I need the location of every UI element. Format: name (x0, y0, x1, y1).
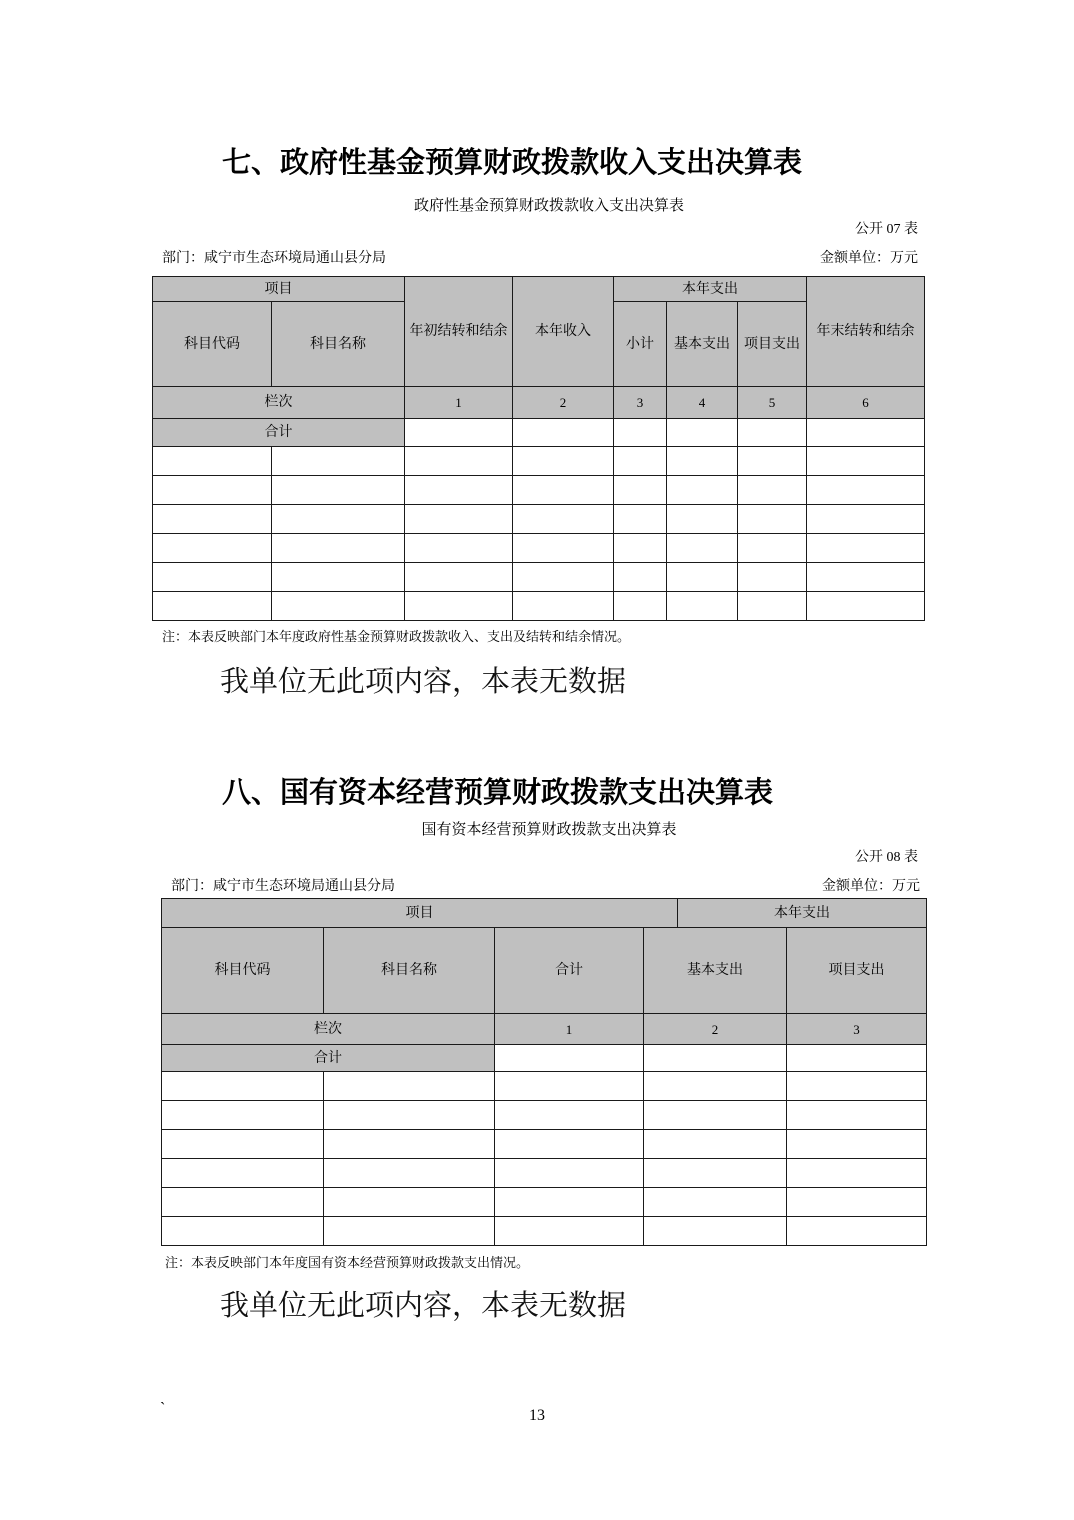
empty-data-row (153, 534, 925, 563)
header-subject-name: 科目名称 (324, 928, 495, 1014)
page-number: 13 (529, 1407, 545, 1424)
empty-data-cell (324, 1101, 495, 1130)
total-row (162, 1045, 927, 1072)
empty-data-cell (644, 1101, 787, 1130)
empty-data-cell (324, 1072, 495, 1101)
empty-data-cell (667, 447, 738, 476)
empty-data-cell (614, 419, 667, 447)
empty-data-cell (738, 476, 807, 505)
empty-data-cell (644, 1130, 787, 1159)
header-opening-balance: 年初结转和结余 (405, 277, 513, 387)
section07-sheet-label: 公开 07 表 (855, 222, 918, 237)
empty-data-cell (787, 1045, 927, 1072)
total-label: 合计 (162, 1045, 495, 1072)
table-row (162, 928, 927, 1014)
empty-data-cell (667, 592, 738, 621)
column-index-label: 栏次 (153, 387, 405, 419)
empty-data-cell (153, 447, 272, 476)
empty-data-cell (153, 476, 272, 505)
header-total: 合计 (495, 928, 644, 1014)
empty-data-cell (272, 476, 405, 505)
empty-data-row (162, 1130, 927, 1159)
empty-data-cell (807, 476, 925, 505)
empty-data-cell (667, 419, 738, 447)
empty-data-cell (153, 505, 272, 534)
empty-data-cell (644, 1217, 787, 1246)
empty-data-cell (272, 505, 405, 534)
empty-data-cell (513, 476, 614, 505)
empty-data-cell (162, 1159, 324, 1188)
empty-data-cell (405, 592, 513, 621)
empty-data-row (153, 447, 925, 476)
empty-data-cell (405, 419, 513, 447)
empty-data-row (153, 592, 925, 621)
header-current-year-income: 本年收入 (513, 277, 614, 387)
section07-no-data-statement: 我单位无此项内容，本表无数据 (220, 666, 627, 698)
empty-data-cell (644, 1159, 787, 1188)
empty-data-cell (162, 1072, 324, 1101)
empty-data-cell (495, 1130, 644, 1159)
empty-data-row (162, 1188, 927, 1217)
empty-data-cell (807, 592, 925, 621)
empty-data-row (162, 1072, 927, 1101)
empty-data-cell (324, 1130, 495, 1159)
header-current-year-expenditure: 本年支出 (614, 277, 807, 302)
empty-data-cell (614, 534, 667, 563)
empty-data-cell (324, 1188, 495, 1217)
empty-data-cell (667, 534, 738, 563)
column-index-row (162, 1014, 927, 1045)
empty-data-cell (513, 563, 614, 592)
section08-note: 注：本表反映部门本年度国有资本经营预算财政拨款支出情况。 (165, 1255, 530, 1270)
empty-data-cell (787, 1101, 927, 1130)
column-number: 2 (644, 1014, 787, 1045)
empty-data-cell (787, 1217, 927, 1246)
empty-data-row (162, 1159, 927, 1188)
empty-data-cell (807, 447, 925, 476)
empty-data-cell (162, 1130, 324, 1159)
section07-department: 部门：咸宁市生态环境局通山县分局 (162, 251, 386, 266)
soc-table-top-band (161, 898, 927, 929)
empty-data-cell (153, 563, 272, 592)
empty-data-row (153, 476, 925, 505)
total-row (153, 419, 925, 447)
empty-data-cell (614, 592, 667, 621)
empty-data-cell (614, 563, 667, 592)
column-number: 3 (787, 1014, 927, 1045)
section07-subtitle: 政府性基金预算财政拨款收入支出决算表 (413, 198, 684, 214)
header-project: 项目 (153, 277, 405, 302)
header-project: 项目 (162, 899, 678, 929)
soc-table (161, 927, 927, 1246)
empty-data-cell (513, 534, 614, 563)
empty-data-row (162, 1217, 927, 1246)
empty-data-cell (495, 1072, 644, 1101)
total-label: 合计 (153, 419, 405, 447)
empty-data-cell (787, 1188, 927, 1217)
section08-subtitle: 国有资本经营预算财政拨款支出决算表 (421, 822, 677, 838)
empty-data-cell (495, 1159, 644, 1188)
header-basic-expenditure: 基本支出 (644, 928, 787, 1014)
gov-fund-table (152, 276, 925, 621)
empty-data-cell (405, 505, 513, 534)
column-number: 5 (738, 387, 807, 419)
empty-data-cell (644, 1188, 787, 1217)
header-current-year-expenditure: 本年支出 (678, 899, 927, 929)
empty-data-cell (272, 447, 405, 476)
empty-data-cell (667, 476, 738, 505)
empty-data-cell (807, 534, 925, 563)
empty-data-row (162, 1101, 927, 1130)
empty-data-cell (162, 1188, 324, 1217)
table-row (162, 899, 927, 929)
empty-data-row (153, 563, 925, 592)
column-number: 6 (807, 387, 925, 419)
header-subject-name: 科目名称 (272, 302, 405, 387)
empty-data-cell (513, 505, 614, 534)
header-project-expenditure: 项目支出 (738, 302, 807, 387)
section08-meta-row (161, 878, 926, 895)
header-closing-balance: 年末结转和结余 (807, 277, 925, 387)
empty-data-cell (405, 447, 513, 476)
column-number: 3 (614, 387, 667, 419)
header-subject-code: 科目代码 (162, 928, 324, 1014)
empty-data-cell (614, 447, 667, 476)
column-number: 2 (513, 387, 614, 419)
empty-data-cell (787, 1159, 927, 1188)
section07-unit: 金额单位：万元 (820, 251, 918, 266)
empty-data-row (153, 505, 925, 534)
empty-data-cell (807, 505, 925, 534)
header-basic-expenditure: 基本支出 (667, 302, 738, 387)
column-index-row (153, 387, 925, 419)
empty-data-cell (405, 534, 513, 563)
empty-data-cell (738, 419, 807, 447)
empty-data-cell (272, 592, 405, 621)
empty-data-cell (495, 1045, 644, 1072)
empty-data-cell (738, 563, 807, 592)
empty-data-cell (272, 563, 405, 592)
empty-data-cell (513, 592, 614, 621)
header-subject-code: 科目代码 (153, 302, 272, 387)
empty-data-cell (738, 447, 807, 476)
column-number: 1 (405, 387, 513, 419)
section07-meta-row (152, 250, 924, 267)
column-index-label: 栏次 (162, 1014, 495, 1045)
stray-mark: ` (160, 1400, 166, 1417)
empty-data-cell (495, 1217, 644, 1246)
empty-data-cell (787, 1130, 927, 1159)
empty-data-cell (324, 1217, 495, 1246)
empty-data-cell (272, 534, 405, 563)
empty-data-cell (738, 592, 807, 621)
section07-title: 七、政府性基金预算财政拨款收入支出决算表 (222, 147, 803, 179)
empty-data-cell (153, 534, 272, 563)
empty-data-cell (405, 476, 513, 505)
empty-data-cell (614, 505, 667, 534)
section08-unit: 金额单位：万元 (822, 879, 920, 894)
empty-data-cell (667, 505, 738, 534)
empty-data-cell (162, 1217, 324, 1246)
section08-department: 部门：咸宁市生态环境局通山县分局 (171, 879, 395, 894)
empty-data-cell (162, 1101, 324, 1130)
empty-data-cell (738, 505, 807, 534)
empty-data-cell (153, 592, 272, 621)
empty-data-cell (513, 447, 614, 476)
empty-data-cell (614, 476, 667, 505)
empty-data-cell (644, 1045, 787, 1072)
section07-note: 注：本表反映部门本年度政府性基金预算财政拨款收入、支出及结转和结余情况。 (162, 629, 631, 644)
section08-no-data-statement: 我单位无此项内容，本表无数据 (220, 1290, 627, 1322)
empty-data-cell (807, 419, 925, 447)
empty-data-cell (495, 1101, 644, 1130)
empty-data-cell (405, 563, 513, 592)
empty-data-cell (787, 1072, 927, 1101)
empty-data-cell (513, 419, 614, 447)
column-number: 1 (495, 1014, 644, 1045)
empty-data-cell (324, 1159, 495, 1188)
empty-data-cell (495, 1188, 644, 1217)
table-row (153, 277, 925, 302)
empty-data-cell (738, 534, 807, 563)
empty-data-cell (644, 1072, 787, 1101)
column-number: 4 (667, 387, 738, 419)
section08-sheet-label: 公开 08 表 (855, 850, 918, 865)
section08-title: 八、国有资本经营预算财政拨款支出决算表 (222, 777, 774, 809)
empty-data-cell (667, 563, 738, 592)
empty-data-cell (807, 563, 925, 592)
header-project-expenditure: 项目支出 (787, 928, 927, 1014)
header-subtotal: 小计 (614, 302, 667, 387)
